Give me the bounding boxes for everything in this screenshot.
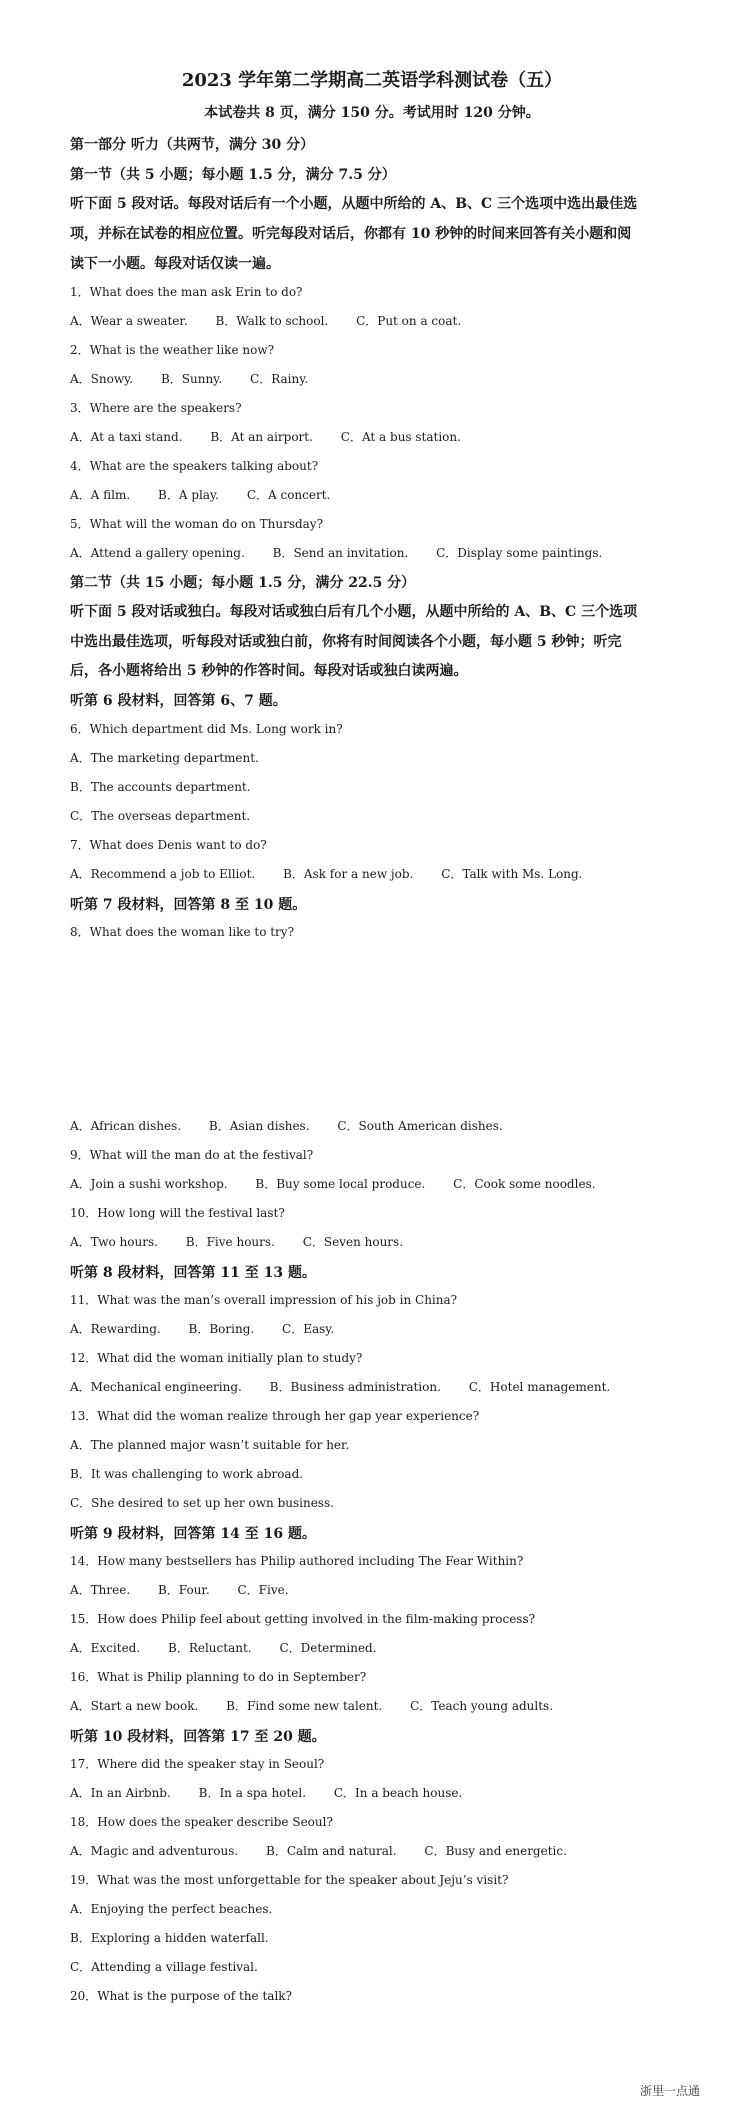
option-c[interactable]: C．Easy. — [282, 1322, 335, 1336]
options-16 — [70, 1697, 553, 1714]
option-b[interactable]: B．Sunny. — [160, 372, 223, 386]
question-9: 9．What will the man do at the festival? — [70, 1148, 314, 1162]
material-6-heading: 听第 6 段材料，回答第 6、7 题。 — [70, 693, 287, 709]
option-a[interactable]: A．Mechanical engineering. — [70, 1380, 242, 1394]
option-a[interactable]: A．Start a new book. — [70, 1699, 199, 1713]
option-b[interactable]: B．Boring. — [188, 1322, 255, 1336]
option-a[interactable]: A．Rewarding. — [70, 1322, 161, 1336]
option-c[interactable]: C．Rainy. — [250, 372, 309, 386]
options-17 — [70, 1784, 462, 1801]
options-14 — [70, 1581, 289, 1598]
option-c[interactable]: C．Busy and energetic. — [424, 1844, 567, 1858]
question-11: 11．What was the man’s overall impression of his job in China? — [70, 1293, 458, 1307]
option-a[interactable]: A．Two hours. — [70, 1235, 158, 1249]
material-8-heading: 听第 8 段材料，回答第 11 至 13 题。 — [70, 1265, 316, 1281]
options-11 — [70, 1320, 334, 1337]
options-3 — [70, 428, 461, 445]
question-2: 2．What is the weather like now? — [70, 343, 275, 357]
option-b[interactable]: B．Buy some local produce. — [255, 1177, 426, 1191]
option-a[interactable]: A．Excited. — [70, 1641, 141, 1655]
option-b[interactable]: B．In a spa hotel. — [198, 1786, 307, 1800]
section1-heading: 第一节（共 5 小题；每小题 1.5 分，满分 7.5 分） — [70, 167, 396, 183]
question-17: 17．Where did the speaker stay in Seoul? — [70, 1757, 325, 1771]
option-c[interactable]: C．In a beach house. — [333, 1786, 463, 1800]
options-1 — [70, 312, 461, 329]
section1-instruction-line: 项，并标在试卷的相应位置。听完每段对话后，你都有 10 秒钟的时间来回答有关小题和阅 — [70, 226, 632, 242]
option-6c[interactable]: C．The overseas department. — [70, 809, 251, 823]
option-b[interactable]: B．A play. — [158, 488, 219, 502]
options-10 — [70, 1233, 403, 1250]
option-c[interactable]: C．At a bus station. — [340, 430, 461, 444]
question-13: 13．What did the woman realize through her gap year experience? — [70, 1409, 480, 1423]
option-a[interactable]: A．Three. — [70, 1583, 131, 1597]
question-16: 16．What is Philip planning to do in September? — [70, 1670, 367, 1684]
question-1: 1．What does the man ask Erin to do? — [70, 285, 303, 299]
option-c[interactable]: C．Hotel management. — [468, 1380, 611, 1394]
option-c[interactable]: C．Put on a coat. — [356, 314, 462, 328]
question-14: 14．How many bestsellers has Philip authored including The Fear Within? — [70, 1554, 524, 1568]
option-19b[interactable]: B．Exploring a hidden waterfall. — [70, 1931, 269, 1945]
section2-instruction-line: 听下面 5 段对话或独白。每段对话或独白后有几个小题，从题中所给的 A、B、C 三个选项 — [70, 604, 638, 620]
option-a[interactable]: A．Magic and adventurous. — [70, 1844, 239, 1858]
page-title: 2023 学年第二学期高二英语学科测试卷（五） — [181, 70, 563, 91]
option-b[interactable]: B．Business administration. — [269, 1380, 441, 1394]
question-7: 7．What does Denis want to do? — [70, 838, 267, 852]
option-b[interactable]: B．Four. — [157, 1583, 210, 1597]
option-6b[interactable]: B．The accounts department. — [70, 780, 251, 794]
option-a[interactable]: A．Attend a gallery opening. — [70, 546, 245, 560]
option-c[interactable]: C．Display some paintings. — [436, 546, 603, 560]
option-a[interactable]: A．Join a sushi workshop. — [70, 1177, 228, 1191]
option-b[interactable]: B．Five hours. — [185, 1235, 275, 1249]
section2-heading: 第二节（共 15 小题；每小题 1.5 分，满分 22.5 分） — [70, 575, 416, 591]
question-15: 15．How does Philip feel about getting involved in the film-making process? — [70, 1612, 536, 1626]
options-4 — [70, 486, 330, 503]
question-10: 10．How long will the festival last? — [70, 1206, 285, 1220]
option-19a[interactable]: A．Enjoying the perfect beaches. — [70, 1902, 273, 1916]
option-c[interactable]: C．A concert. — [246, 488, 331, 502]
exam-info: 本试卷共 8 页，满分 150 分。考试用时 120 分钟。 — [204, 105, 540, 121]
option-a[interactable]: A．In an Airbnb. — [70, 1786, 171, 1800]
question-6: 6．Which department did Ms. Long work in? — [70, 722, 343, 736]
option-c[interactable]: C．Talk with Ms. Long. — [441, 867, 583, 881]
options-5 — [70, 544, 602, 561]
option-a[interactable]: A．Recommend a job to Elliot. — [70, 867, 256, 881]
option-a[interactable]: A．Wear a sweater. — [70, 314, 188, 328]
option-b[interactable]: B．At an airport. — [210, 430, 313, 444]
question-19: 19．What was the most unforgettable for the speaker about Jeju’s visit? — [70, 1873, 509, 1887]
options-9 — [70, 1175, 596, 1192]
option-c[interactable]: C．South American dishes. — [337, 1119, 503, 1133]
option-b[interactable]: B．Reluctant. — [168, 1641, 252, 1655]
option-c[interactable]: C．Cook some noodles. — [453, 1177, 596, 1191]
option-a[interactable]: A．Snowy. — [70, 372, 134, 386]
option-c[interactable]: C．Determined. — [279, 1641, 377, 1655]
question-5: 5．What will the woman do on Thursday? — [70, 517, 324, 531]
question-18: 18．How does the speaker describe Seoul? — [70, 1815, 333, 1829]
material-7-heading: 听第 7 段材料，回答第 8 至 10 题。 — [70, 897, 307, 913]
section2-instruction-line: 中选出最佳选项，听每段对话或独白前，你将有时间阅读各个小题，每小题 5 秒钟；听完 — [70, 634, 622, 650]
option-19c[interactable]: C．Attending a village festival. — [70, 1960, 258, 1974]
option-13b[interactable]: B．It was challenging to work abroad. — [70, 1467, 304, 1481]
option-13a[interactable]: A．The planned major wasn’t suitable for her. — [70, 1438, 350, 1452]
material-10-heading: 听第 10 段材料，回答第 17 至 20 题。 — [70, 1729, 326, 1745]
option-b[interactable]: B．Ask for a new job. — [283, 867, 414, 881]
question-4: 4．What are the speakers talking about? — [70, 459, 319, 473]
options-18 — [70, 1842, 567, 1859]
footer-watermark: 浙里一点通 — [640, 2084, 701, 2098]
material-9-heading: 听第 9 段材料，回答第 14 至 16 题。 — [70, 1526, 316, 1542]
option-13c[interactable]: C．She desired to set up her own business. — [70, 1496, 334, 1510]
section2-instruction-line: 后，各小题将给出 5 秒钟的作答时间。每段对话或独白读两遍。 — [70, 663, 468, 679]
option-b[interactable]: B．Send an invitation. — [272, 546, 409, 560]
option-b[interactable]: B．Asian dishes. — [208, 1119, 310, 1133]
option-b[interactable]: B．Walk to school. — [215, 314, 329, 328]
option-b[interactable]: B．Find some new talent. — [226, 1699, 383, 1713]
option-b[interactable]: B．Calm and natural. — [266, 1844, 397, 1858]
option-6a[interactable]: A．The marketing department. — [70, 751, 259, 765]
section1-instruction-line: 听下面 5 段对话。每段对话后有一个小题，从题中所给的 A、B、C 三个选项中选出最佳选 — [70, 196, 638, 212]
options-7 — [70, 865, 583, 882]
question-20: 20．What is the purpose of the talk? — [70, 1989, 292, 2003]
part1-heading: 第一部分 听力（共两节，满分 30 分） — [70, 137, 315, 153]
options-2 — [70, 370, 308, 387]
options-15 — [70, 1639, 377, 1656]
option-c[interactable]: C．Five. — [237, 1583, 289, 1597]
option-a[interactable]: A．African dishes. — [70, 1119, 182, 1133]
options-12 — [70, 1378, 610, 1395]
question-8: 8．What does the woman like to try? — [70, 925, 295, 939]
option-c[interactable]: C．Teach young adults. — [410, 1699, 554, 1713]
question-3: 3．Where are the speakers? — [70, 401, 242, 415]
section1-instruction-line: 读下一小题。每段对话仅读一遍。 — [70, 256, 280, 272]
option-a[interactable]: A．A film. — [70, 488, 131, 502]
question-12: 12．What did the woman initially plan to study? — [70, 1351, 363, 1365]
options-8 — [70, 1117, 503, 1134]
option-a[interactable]: A．At a taxi stand. — [70, 430, 183, 444]
option-c[interactable]: C．Seven hours. — [302, 1235, 404, 1249]
